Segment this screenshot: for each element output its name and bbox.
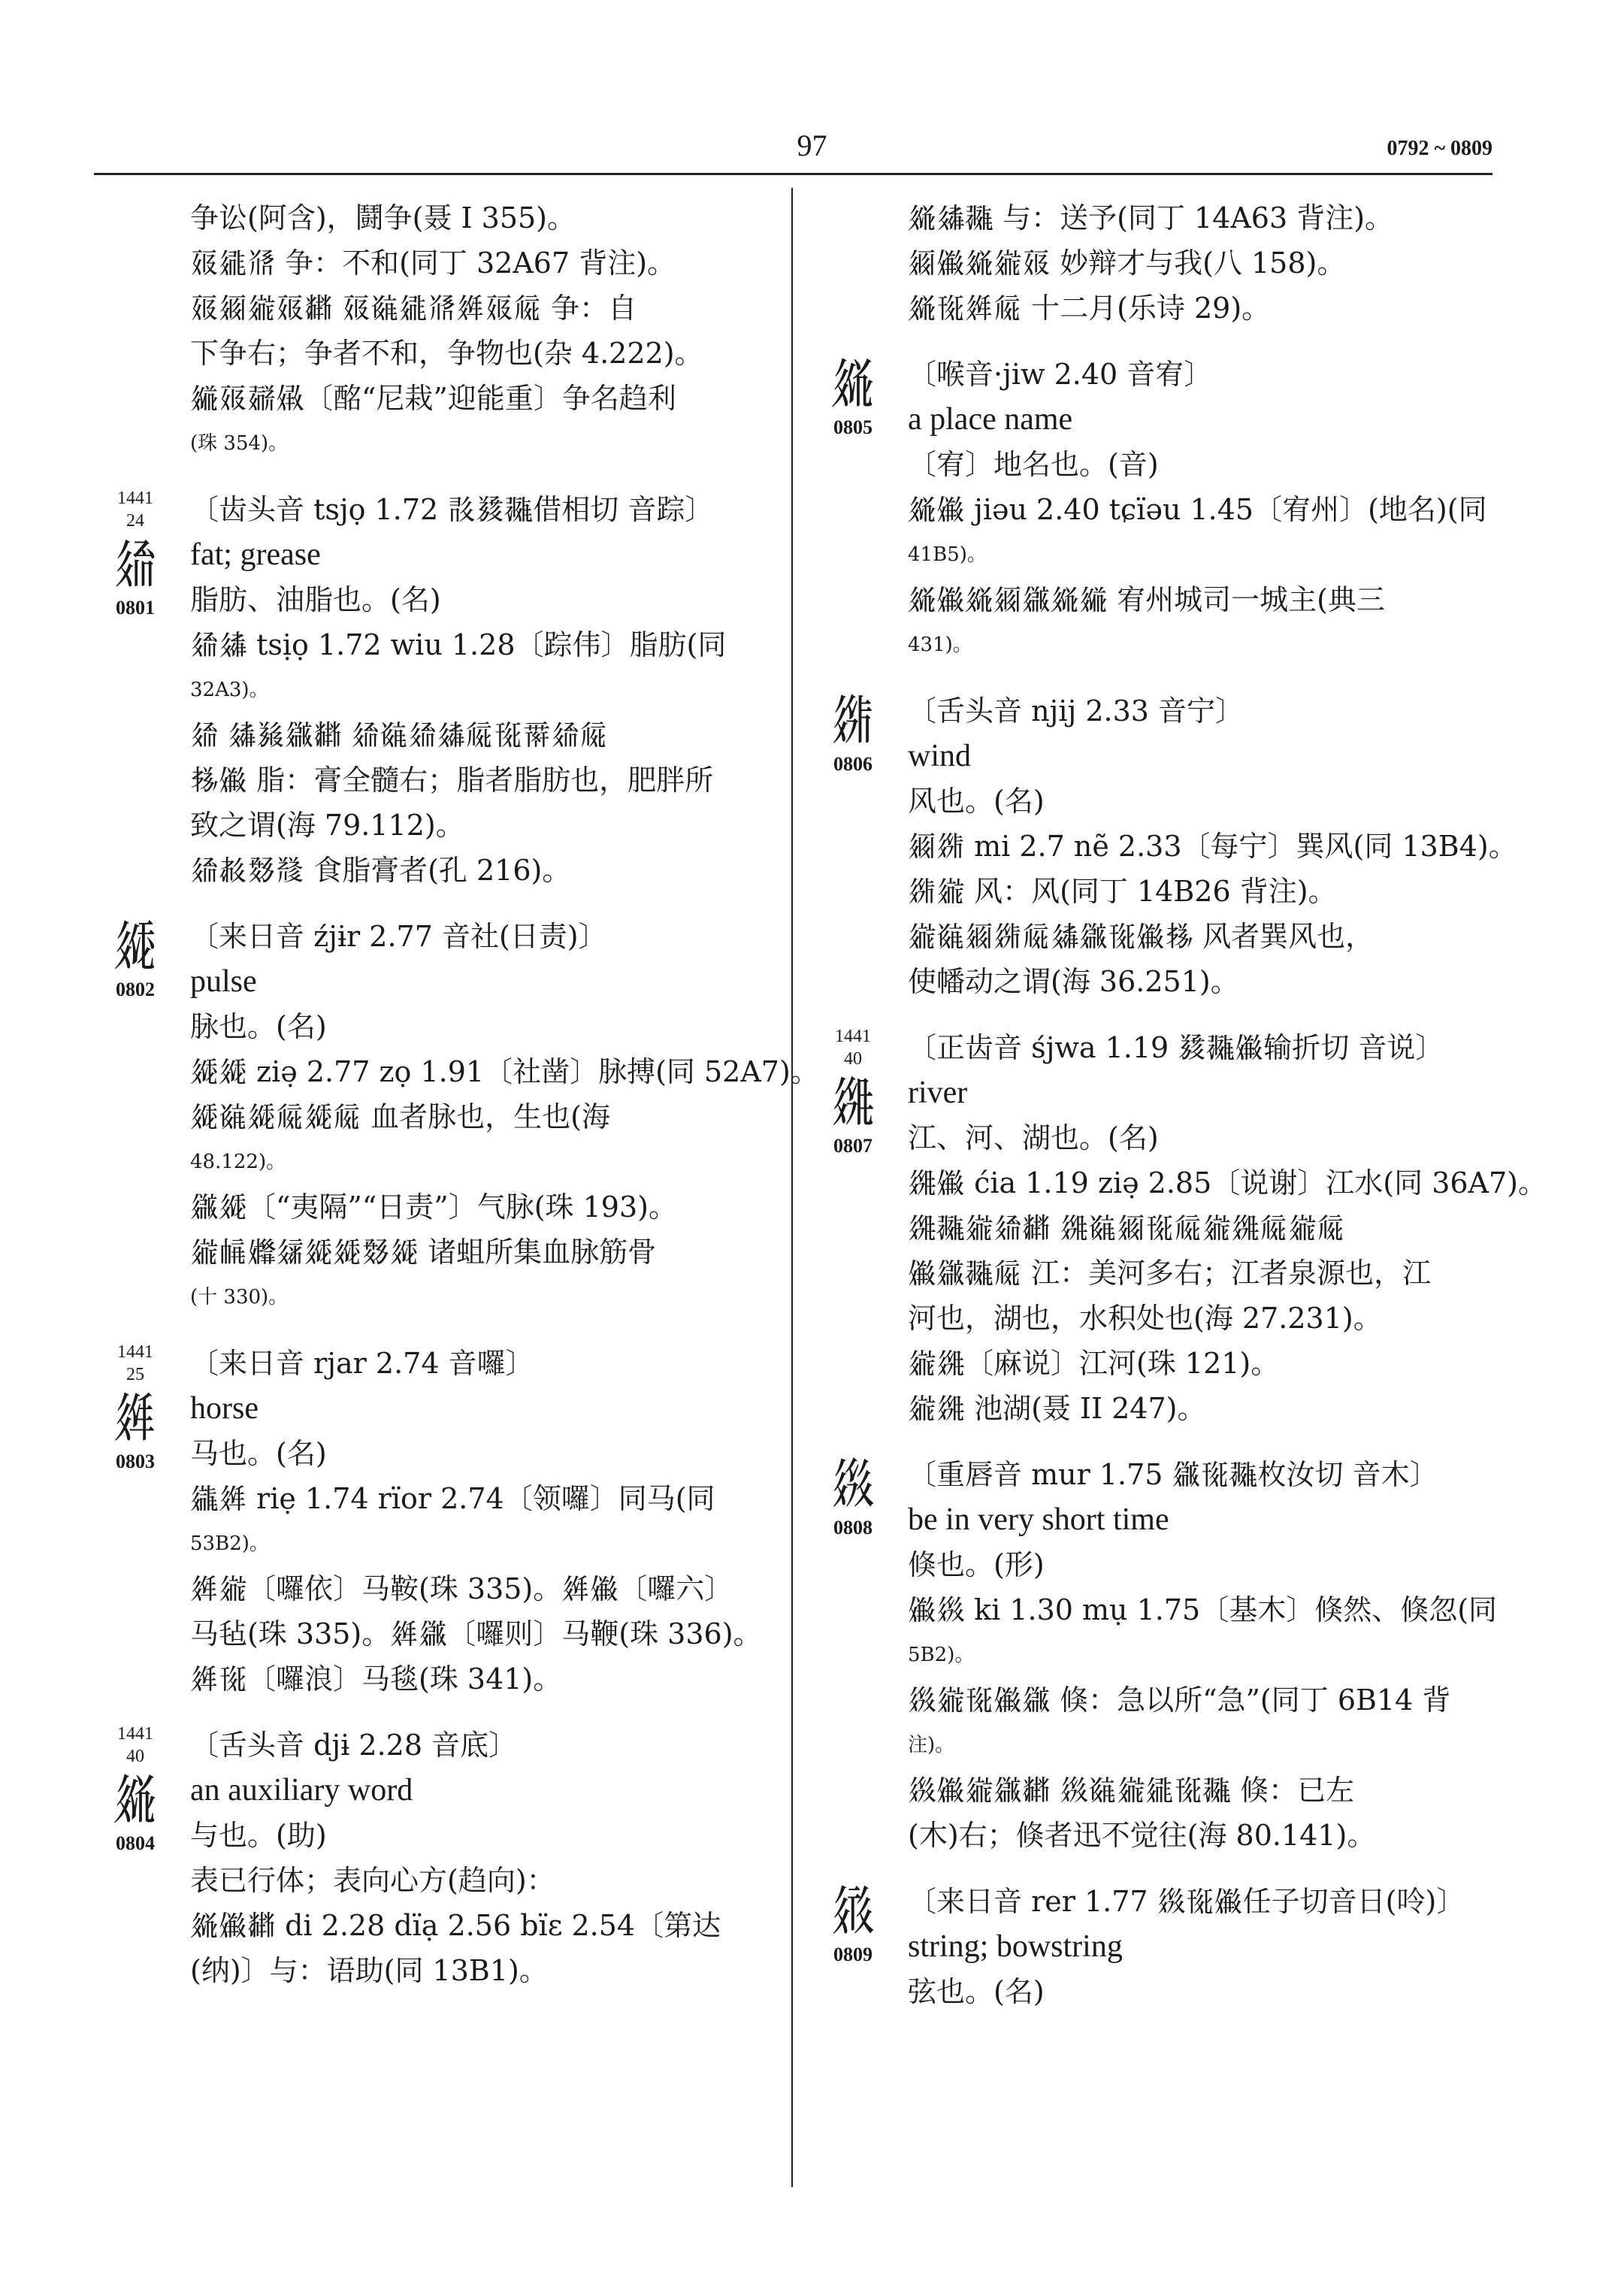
pronunciation-line: 〔来日音 rjar 2.74 音囉〕 — [190, 1347, 534, 1380]
entry-body — [908, 1879, 1492, 2014]
ref-code: 1441 — [835, 1027, 871, 1046]
dictionary-entry — [812, 1452, 1498, 1858]
pronunciation-line: 〔来日音 źjɨr 2.77 音社(日责)〕 — [190, 920, 607, 953]
text-line: 𗨁𗤹 池湖(聂 II 247)。 — [908, 1392, 1206, 1425]
entry-number: 0804 — [116, 1832, 155, 1854]
english-gloss: be in very short time — [908, 1502, 1169, 1537]
english-gloss: wind — [908, 739, 971, 773]
headword-glyph: 𗤻 — [831, 1879, 875, 1942]
entry-number: 0809 — [833, 1944, 872, 1965]
text-line: 致之谓(海 79.112)。 — [190, 809, 464, 842]
text-line: 𗈪𗏹 脂：膏全髓右；脂者脂肪也，肥胖所 — [190, 764, 714, 797]
continuation-block — [94, 195, 774, 466]
text-line: 𗏹𗤺 ki 1.30 mụ 1.75〔基木〕倏然、倏忽(同 — [908, 1593, 1498, 1626]
text-line: 𗥃𗤸 mi 2.7 nẽ 2.33〔每宁〕巽风(同 13B4)。 — [908, 830, 1517, 863]
text-line: 𗤶𗍁〔囉浪〕马毯(珠 341)。 — [190, 1662, 562, 1696]
entry-body — [190, 914, 819, 1320]
text-line: 𗨁𗤹〔麻说〕江河(珠 121)。 — [908, 1347, 1280, 1380]
text-line: (珠 354)。 — [190, 432, 289, 455]
entry-body — [190, 487, 774, 893]
text-line: 32A3)。 — [190, 679, 269, 701]
text-line: 𗤴 𗤳𗯵𗫡𘂤 𗤴𘌽𗤴𗤳𗏁𗍁𗵅𗤴𗏁 — [190, 718, 609, 752]
text-line: 𗤹𗏹 ćia 1.19 ziə̣ 2.85〔说谢〕江水(同 36A7)。 — [908, 1166, 1547, 1200]
pronunciation-line: 〔齿头音 tsjọ 1.72 𘃸𗯿𗖵借相切 音踪〕 — [190, 493, 714, 526]
headword-glyph: 𗤴 — [113, 532, 157, 595]
chinese-gloss: 脉也。(名) — [190, 1010, 327, 1043]
text-line: 𗫡𗤵〔“夷隔”“日责”〕气脉(珠 193)。 — [190, 1190, 677, 1224]
entry-range: 0792 ~ 0809 — [1387, 137, 1492, 160]
text-line: 𗤴𗤳 tsịọ 1.72 wiu 1.28〔踪伟〕脂肪(同 — [190, 628, 727, 661]
text-line: 𗤷𗏹𘂤 di 2.28 dïạ 2.56 bïɛ 2.54〔第达 — [190, 1909, 721, 1942]
ref-subcode: 24 — [126, 511, 144, 531]
left-column — [94, 195, 819, 2014]
ref-code: 1441 — [117, 1724, 153, 1744]
entry-body — [908, 1025, 1547, 1431]
headword-glyph: 𗤹 — [831, 1070, 875, 1133]
text-line: 𗥃𗏹𗤷𗨁𗡞 妙辩才与我(八 158)。 — [908, 247, 1346, 280]
text-line: (十 330)。 — [190, 1286, 289, 1308]
text-line: 41B5)。 — [908, 543, 987, 566]
text-line: 431)。 — [908, 634, 972, 656]
text-line: 河也，湖也，水积处也(海 27.231)。 — [908, 1302, 1382, 1335]
entry-marker — [812, 1452, 894, 1539]
ref-code: 1441 — [117, 1342, 153, 1362]
text-line: 48.122)。 — [190, 1151, 286, 1173]
pronunciation-line: 〔重唇音 mur 1.75 𗫡𗍁𗖵枚汝切 音木〕 — [908, 1458, 1438, 1491]
pronunciation-line: 〔舌头音 djɨ 2.28 音底〕 — [190, 1729, 518, 1762]
chinese-gloss: 脂肪、油脂也。(名) — [190, 583, 441, 616]
entry-marker — [94, 1341, 177, 1473]
dictionary-entry — [812, 688, 1517, 1004]
text-line: 𗧞𗡞𘅤𗏣〔酩“尼栽”迎能重〕争名趋利 — [190, 382, 676, 415]
entry-body — [908, 1452, 1498, 1858]
text-line: 𗤸𗨁 风：风(同丁 14B26 背注)。 — [908, 875, 1337, 908]
right-column — [812, 195, 1547, 2035]
entry-marker — [94, 487, 177, 619]
headword-glyph: 𗤶 — [113, 1386, 157, 1449]
entry-marker — [812, 352, 894, 439]
english-gloss: horse — [190, 1391, 259, 1426]
text-line: 𗨁𗎵𗏿𗥀𗤵𗤵𘘣𗤵 诸蛆所集血脉筋骨 — [190, 1236, 657, 1269]
text-line: 表已行体；表向心方(趋向)： — [190, 1864, 555, 1897]
chinese-gloss: 马也。(名) — [190, 1437, 327, 1470]
ref-subcode: 40 — [126, 1747, 144, 1766]
entry-marker — [812, 1879, 894, 1966]
entry-body — [908, 688, 1517, 1004]
page-number: 97 — [797, 129, 827, 162]
dictionary-entry — [94, 914, 819, 1320]
english-gloss: an auxiliary word — [190, 1773, 413, 1808]
text-line: 𗤷𗏹𗤷𗥃𗫡𗤷𗧞 宥州城司一城主(典三 — [908, 583, 1385, 616]
entry-number: 0808 — [833, 1517, 872, 1538]
chinese-gloss: 弦也。(名) — [908, 1975, 1045, 2008]
text-line: 𗤵𗤵 ziə̣ 2.77 zọ 1.91〔社凿〕脉搏(同 52A7)。 — [190, 1055, 819, 1088]
text-line: 争讼(阿含)，鬪争(聂 I 355)。 — [190, 201, 576, 234]
text-line: 𗤷𗏹 jiəu 2.40 tɕïəu 1.45〔宥州〕(地名)(同 — [908, 493, 1487, 526]
text-line: 使幡动之谓(海 36.251)。 — [908, 965, 1239, 998]
text-line: 𗡞𗧓𗭾 争：不和(同丁 32A67 背注)。 — [190, 247, 676, 280]
english-gloss: river — [908, 1075, 968, 1110]
text-line: 𗤺𗏹𗨁𗫡𘂤 𗤺𘌽𗨁𗧓𗍁𗖵 倏：已左 — [908, 1774, 1355, 1807]
chinese-gloss: 与也。(助) — [190, 1819, 327, 1852]
column-divider — [791, 188, 793, 2187]
text-line: (木)右；倏者迅不觉往(海 80.141)。 — [908, 1819, 1376, 1852]
headword-glyph: 𗤷 — [113, 1768, 157, 1831]
text-line: 𗤹𗖵𗨁𗤴𘂤 𗤹𘌽𗥃𗍁𗏁𗨁𗤹𗏁𗨁𗏁 — [908, 1212, 1346, 1245]
text-line: 𗤵𘌽𗤵𗏁𗤵𗏁 血者脉也，生也(海 — [190, 1100, 610, 1133]
dictionary-entry — [812, 1879, 1492, 2014]
english-gloss: pulse — [190, 964, 257, 999]
entry-marker — [94, 914, 177, 1001]
english-gloss: string; bowstring — [908, 1929, 1123, 1964]
chinese-gloss: 江、河、湖也。(名) — [908, 1121, 1159, 1154]
text-line: 注)。 — [908, 1734, 955, 1756]
text-line: 𗡞𗥃𗨁𗡞𘂤 𗡞𘌽𗧓𗭾𗤶𗡞𗏁 争：自 — [190, 292, 637, 325]
entry-number: 0805 — [833, 416, 872, 438]
entry-number: 0807 — [833, 1135, 872, 1157]
text-line: 马毡(珠 335)。𗤶𗫡〔囉则〕马鞭(珠 336)。 — [190, 1617, 762, 1650]
text-line: 下争右；争者不和，争物也(杂 4.222)。 — [190, 337, 703, 370]
english-gloss: fat; grease — [190, 537, 321, 572]
entry-number: 0801 — [116, 597, 155, 619]
headword-glyph: 𗤺 — [831, 1452, 875, 1515]
dictionary-entry — [94, 487, 774, 893]
pronunciation-line: 〔喉音·jiw 2.40 音宥〕 — [908, 358, 1213, 391]
dictionary-entry — [812, 352, 1492, 667]
chinese-gloss: 倏也。(形) — [908, 1548, 1045, 1581]
chinese-gloss: 风也。(名) — [908, 785, 1045, 818]
text-line: 𗤴𗳒𘘣𘃪 食脂膏者(孔 216)。 — [190, 854, 571, 887]
ref-subcode: 25 — [126, 1365, 144, 1384]
header-rule — [94, 173, 1492, 175]
headword-glyph: 𗤸 — [831, 688, 875, 752]
entry-marker — [94, 1723, 177, 1855]
entry-body — [190, 1341, 774, 1702]
ref-code: 1441 — [117, 489, 153, 508]
text-line: 𗨁𘌽𗥃𗤸𗏁𗤳𗫡𗍁𗏹𗈪 风者巽风也， — [908, 920, 1375, 953]
pronunciation-line: 〔正齿音 śjwa 1.19 𗯿𗖵𗏹输折切 音说〕 — [908, 1031, 1444, 1064]
text-line: 𗤷𗍁𗤶𗏁 十二月(乐诗 29)。 — [908, 292, 1271, 325]
ref-subcode: 40 — [844, 1049, 862, 1069]
headword-glyph: 𗤵 — [113, 914, 157, 977]
english-gloss: a place name — [908, 402, 1073, 437]
pronunciation-line: 〔舌头音 njij 2.33 音宁〕 — [908, 694, 1244, 728]
entry-number: 0802 — [116, 979, 155, 1000]
text-line: 𗤶𗨁〔囉依〕马鞍(珠 335)。𗤶𗏹〔囉六〕 — [190, 1572, 733, 1605]
entry-number: 0803 — [116, 1451, 155, 1472]
text-line: 5B2)。 — [908, 1644, 975, 1666]
entry-body — [908, 352, 1492, 667]
entry-marker — [812, 688, 894, 776]
pronunciation-line: 〔来日音 rer 1.77 𗤺𗍁𗏹任子切音日(呤)〕 — [908, 1885, 1465, 1918]
chinese-gloss: 〔宥〕地名也。(音) — [908, 448, 1159, 481]
continuation-block — [812, 195, 1492, 331]
text-line: 𗏹𗫡𗖵𗏁 江：美河多右；江者泉源也，江 — [908, 1257, 1432, 1290]
entry-number: 0806 — [833, 753, 872, 775]
entry-body — [190, 1723, 774, 1993]
text-line: 𗤺𗨁𗍁𗏹𗫡 倏：急以所“急”(同丁 6B14 背 — [908, 1684, 1451, 1717]
dictionary-entry — [94, 1723, 774, 1993]
headword-glyph: 𗤷 — [831, 352, 875, 415]
text-line: (纳)〕与：语助(同 13B1)。 — [190, 1954, 548, 1987]
text-line: 𗤷𗤳𗖵 与：送予(同丁 14A63 背注)。 — [908, 201, 1394, 234]
text-line: 𗪘𗤶 riẹ 1.74 rïor 2.74〔领囉〕同马(同 — [190, 1482, 715, 1515]
dictionary-entry — [812, 1025, 1547, 1431]
text-line: 53B2)。 — [190, 1532, 269, 1555]
dictionary-entry — [94, 1341, 774, 1702]
entry-marker — [812, 1025, 894, 1157]
